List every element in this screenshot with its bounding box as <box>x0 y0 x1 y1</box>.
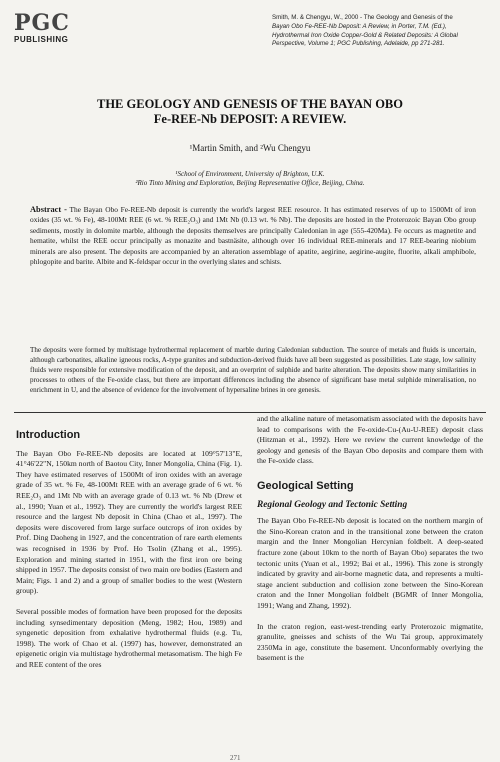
affiliations <box>40 170 460 188</box>
page-number: 271 <box>230 754 241 762</box>
citation-line: Smith, M. & Chengyu, W., 2000 - The Geology and Genesis of the <box>272 14 453 21</box>
section-divider <box>14 412 486 413</box>
abstract-paragraph-2: The deposits were formed by multistage hydrothermal replacement of marble during Caledonian subduction. The source of metals and fluids is uncertain, although carbonatites, alkaline igneous rocks, A-type granites and subduction-derived fluids have all been suggested as possibilities. Late stage, low salinity fluids were responsible for extensive modification of the deposit, and an overprint of sulphide and barite alteration. The deposits show many similarities in processes to others of the Fe-oxide class, but there are important differences including the absence of significant base metal sulphide mineralisation, no enrichment in U, and the absence of evidence for the involvement of hypersaline brines in ore genesis. <box>30 346 476 395</box>
logo-mark: PGC <box>14 10 70 36</box>
introduction-heading: Introduction <box>16 429 81 441</box>
affiliation-1: ¹School of Environment, University of Brighton, U.K. <box>175 170 325 178</box>
regional-geology-subheading: Regional Geology and Tectonic Setting <box>257 499 408 510</box>
authors: ¹Martin Smith, and ²Wu Chengyu <box>189 143 311 153</box>
citation-line: Bayan Obo Fe-REE-Nb Deposit: A Review, in Porter, T.M. (Ed.), <box>272 22 447 30</box>
regional-geology-paragraph-1: The Bayan Obo Fe-REE-Nb deposit is located on the northern margin of the Sino-Korean craton and in the transitional zone between the craton margin and the Inner Mongolian Hercynian foldbelt. A deep-seated fracture zone (about 10km to the north of Bayan Obo) separates the two tectonic units (Yuan et al., 1992; Bai et al., 1996). This zone is strongly indicated by gravity and air-borne magnetic data, and represents a multi-stage ancient subduction and collision zone between the Sino-Korean craton and the Inner Mongolian foldbelt (BGMR of Inner Mongolia, 1991; Wang and Zhang, 1992). <box>257 516 483 610</box>
publisher-logo <box>14 10 70 44</box>
abstract-text: The Bayan Obo Fe-REE-Nb deposit is currently the world's largest REE resource. It has estimated reserves of up to 1500Mt of iron oxides (35 wt. % Fe), 48-100Mt REE (6 wt. % REE₂O₃) and 1Mt Nb (0.13 wt. % Nb). The deposits are hosted in the Proterozoic Bayan Obo group sediments, mostly in dolomite marble, although the deposits themselves are principally Caledonian in age (555-420Ma). Fe occurs as magnetite and hematite, whilst the REE occur principally as monazite and bastnäsite, although over 16 individual REE-minerals and 17 REE-bearing niobium minerals are also present. The deposits are accompanied by an alteration assemblage of apatite, aegirine, aegirine-augite, fluorite, alkali amphibole, phlogopite and barite. Albite and K-feldspar occur in the overlying slates and schists. <box>30 205 476 267</box>
right-column <box>257 414 483 664</box>
citation-line: Perspective, Volume 1; PGC Publishing, Adelaide, pp 271-281. <box>272 40 445 48</box>
title-line: Fe-REE-Nb DEPOSIT: A REVIEW. <box>153 112 347 126</box>
paper-title <box>40 97 460 127</box>
introduction-paragraph-2: Several possible modes of formation have been proposed for the deposits including synsedimentary deposition (Meng, 1982; Hou, 1989) and syngenetic deposition from exhalative hydrothermal fluids (e.g. Tu, 1998). The work of Chao et al. (1997) has, however, demonstrated an epigenetic origin via multistage hydrothermal metasomatism. The high Fe and REE content of the ores <box>16 606 242 669</box>
logo-text: PUBLISHING <box>14 35 69 44</box>
introduction-continuation: and the alkaline nature of metasomatism associated with the deposits have lead to comparisons with the Fe-oxide-Cu-(Au-U-REE) deposit class (Hitzman et al., 1992). Here we review the current knowledge of the geology and genesis of the Bayan Obo deposits and compare them with the Fe-oxide class. <box>257 414 483 466</box>
abstract <box>30 205 476 267</box>
citation-line: Hydrothermal Iron Oxide Copper-Gold & Related Deposits: A Global <box>272 31 458 39</box>
regional-geology-paragraph-2: In the craton region, east-west-trending early Proterozoic migmatite, granulite, gneisses and schists of the Wu Tai group, approximately 2350Ma in age, constitute the basement. Unconformably overlying the basement is the <box>257 621 483 663</box>
affiliation-2: ²Rio Tinto Mining and Exploration, Beijing Representative Office, Beijing, China. <box>135 179 365 187</box>
abstract-label: Abstract - <box>30 205 67 214</box>
geological-setting-heading: Geological Setting <box>257 479 354 492</box>
title-line: THE GEOLOGY AND GENESIS OF THE BAYAN OBO <box>97 97 403 111</box>
citation-block <box>272 14 487 49</box>
left-column <box>16 428 242 670</box>
introduction-paragraph-1: The Bayan Obo Fe-REE-Nb deposits are located at 109°57'13"E, 41°46'22"N, 150km north of Baotou City, Inner Mongolia, China (Fig. 1). They have estimated reserves of 1500Mt of iron oxides with an average grade of 35 wt. % Fe, 48-100Mt REE with an average grade of 6 wt. % REE₂O₃ and 1Mt Nb with an average grade of 0.13 wt. % Nb (Drew et al., 1990; Yuan et al., 1992). They are currently the world's largest REE resource and the largest Nb deposit in China (Chao et al., 1997). The deposits were discovered from large surface outcrops of iron oxides by Prof. Ding Daoheng in 1927, and the concentration of rare earth elements was recognised in 1936 by Prof. Ho Tsolin (Zhang et al., 1995). Exploration and mining started in 1951, with the first iron ore being shipped in 1957. The deposits consist of two main ore bodies (Eastern and Main; Figs. 1 and 2) and a group of smaller bodies to the west (Western group). <box>16 448 242 596</box>
